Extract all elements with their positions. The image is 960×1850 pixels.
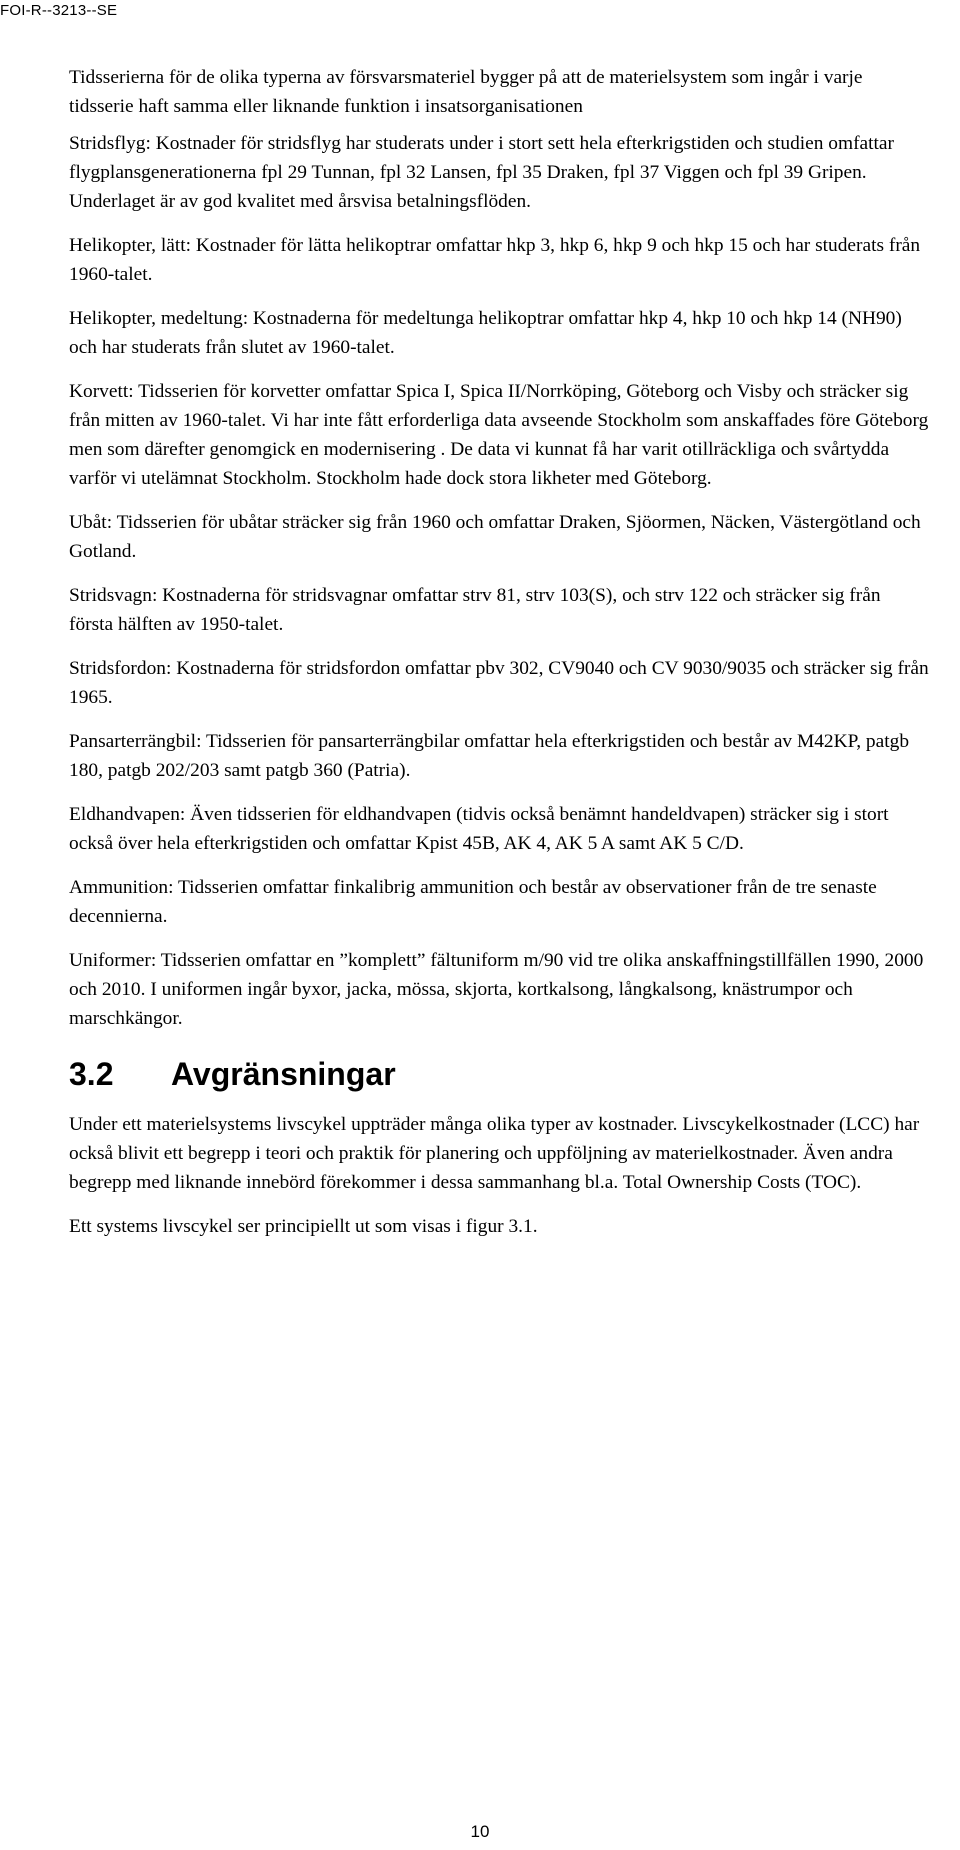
paragraph-ammunition: Ammunition: Tidsserien omfattar finkalibrig ammunition och består av observationer från de tre senaste decennierna. [69, 877, 877, 927]
paragraph-korvett: Korvett: Tidsserien för korvetter omfattar Spica I, Spica II/Norrköping, Göteborg och Visby och sträcker sig från mitten av 1960-talet. Vi har inte fått erforderliga data avseende Stockholm som anskaffades före Göteborg men som därefter genomgick en modernisering . De data vi kunnat få har varit otillräckliga och svårtydda varför vi utelämnat Stockholm. Stockholm hade dock stora likheter med Göteborg. [69, 381, 929, 489]
section-title: Avgränsningar [171, 1056, 396, 1092]
paragraph-pansarterrangbil: Pansarterrängbil: Tidsserien för pansarterrängbilar omfattar hela efterkrigstiden och består av M42KP, patgb 180, patgb 202/203 samt patgb 360 (Patria). [69, 731, 910, 781]
paragraph-helikopter-medeltung: Helikopter, medeltung: Kostnaderna för medeltunga helikoptrar omfattar hkp 4, hkp 10 och hkp 14 (NH90) och har studerats från slutet av 1960-talet. [69, 308, 902, 358]
section-number: 3.2 [69, 1056, 114, 1092]
section-paragraph-lcc: Under ett materielsystems livscykel uppträder många olika typer av kostnader. Livscykelkostnader (LCC) har också blivit ett begrepp i teori och praktik för planering och uppföljning av materielkostnader. Även andra begrepp med liknande innebörd förekommer i dessa sammanhang bl.a. Total Ownership Costs (TOC). [69, 1114, 920, 1193]
paragraph-helikopter-latt: Helikopter, lätt: Kostnader för lätta helikoptrar omfattar hkp 3, hkp 6, hkp 9 och hkp 15 och har studerats från 1960-talet. [69, 235, 921, 285]
paragraph-stridsfordon: Stridsfordon: Kostnaderna för stridsfordon omfattar pbv 302, CV9040 och CV 9030/9035 och sträcker sig från 1965. [69, 658, 929, 708]
page-content [69, 63, 929, 1256]
paragraph-stridsflyg: Stridsflyg: Kostnader för stridsflyg har studerats under i stort sett hela efterkrigstiden och studien omfattar flygplansgenerationerna fpl 29 Tunnan, fpl 32 Lansen, fpl 35 Draken, fpl 37 Viggen och fpl 39 Gripen. Underlaget är av god kvalitet med årsvisa betalningsflöden. [69, 133, 894, 212]
section-paragraph-livscykel: Ett systems livscykel ser principiellt ut som visas i figur 3.1. [69, 1216, 538, 1237]
paragraph-stridsvagn: Stridsvagn: Kostnaderna för stridsvagnar omfattar strv 81, strv 103(S), och strv 122 och sträcker sig från första hälften av 1950-talet. [69, 585, 881, 635]
document-id-header: FOI-R--3213--SE [0, 2, 118, 19]
paragraph-uniformer: Uniformer: Tidsserien omfattar en ”komplett” fältuniform m/90 vid tre olika anskaffningstillfällen 1990, 2000 och 2010. I uniformen ingår byxor, jacka, mössa, skjorta, kortkalsong, långkalsong, knästrumpor och marschkängor. [69, 950, 924, 1029]
paragraph-eldhandvapen: Eldhandvapen: Även tidsserien för eldhandvapen (tidvis också benämnt handeldvapen) sträcker sig i stort också över hela efterkrigstiden och omfattar Kpist 45B, AK 4, AK 5 A samt AK 5 C/D. [69, 804, 889, 854]
page-number: 10 [470, 1822, 490, 1841]
section-heading [69, 1054, 929, 1094]
intro-paragraph: Tidsserierna för de olika typerna av försvarsmateriel bygger på att de materielsystem som ingår i varje tidsserie haft samma eller liknande funktion i insatsorganisationen [69, 67, 863, 117]
paragraph-ubat: Ubåt: Tidsserien för ubåtar sträcker sig från 1960 och omfattar Draken, Sjöormen, Näcken, Västergötland och Gotland. [69, 512, 921, 562]
